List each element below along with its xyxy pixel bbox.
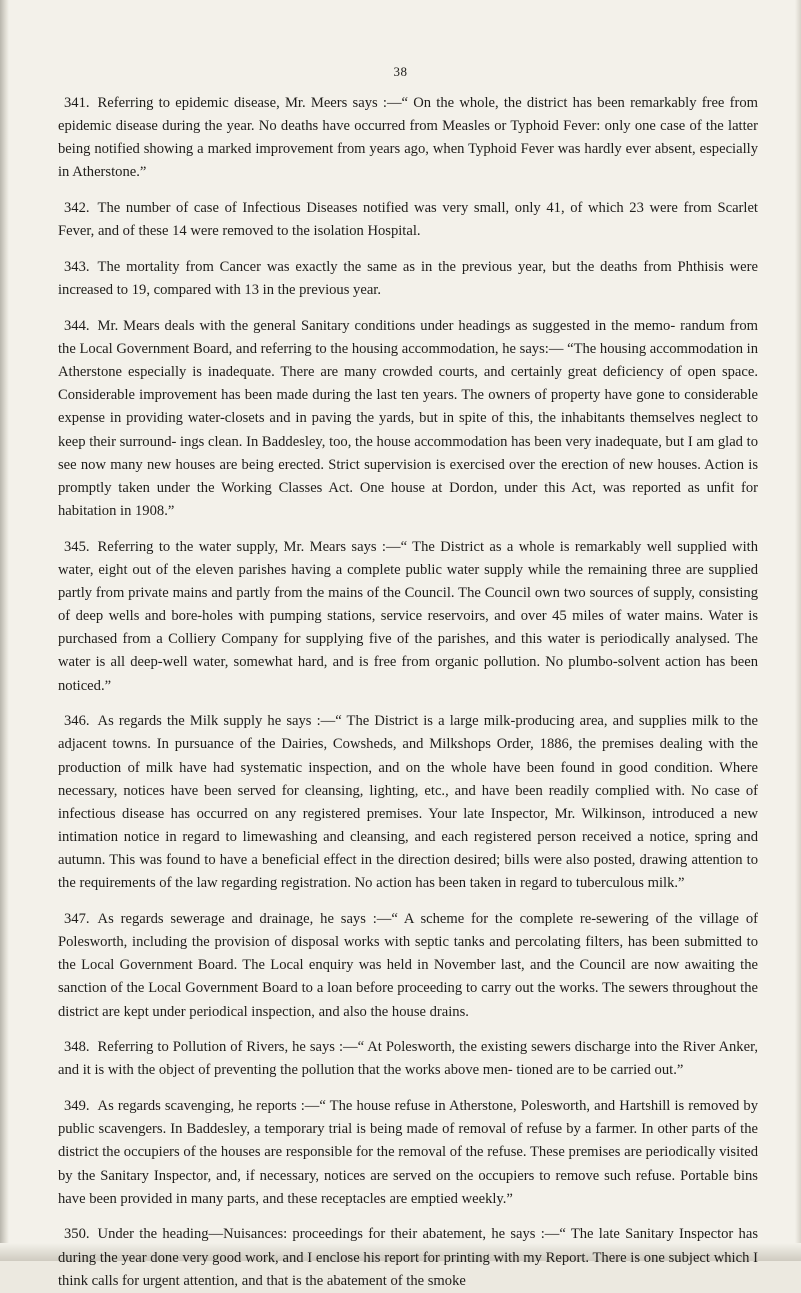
page-number: 38: [393, 64, 408, 79]
paragraph-number: 349.: [64, 1098, 90, 1115]
paragraph-number: 344.: [64, 317, 90, 334]
paragraph-350: [58, 1223, 758, 1292]
paragraph-text: As regards scavenging, he reports :—“ The house refuse in Atherstone, Polesworth, and Hartshill is removed by public scavengers. In Baddesley, a temporary trial is being made of removal of refuse by a farmer. In other parts of the district the occupiers of the houses are responsible for the removal of the refuse. These premises are periodically visited by the Sanitary Inspector, and, if necessary, notices are served on the occupiers to remove such refuse. Portable bins have been provided in many parts, and these receptacles are emptied weekly.”: [58, 1098, 758, 1207]
paragraph-349: [58, 1095, 758, 1211]
paragraph-text: Mr. Mears deals with the general Sanitary conditions under headings as suggested in the memo- randum from the Local Government Board, and referring to the housing accommodation, he says:— “The housing accommodation in Atherstone especially is inadequate. There are many crowded courts, and certainly great deficiency of open space. Considerable improvement has been made during the last ten years. The owners of property have gone to considerable expense in providing water-closets and in paving the yards, but in spite of this, the inhabitants themselves neglect to keep their surround- ings clean. In Baddesley, too, the house accommodation has been very inadequate, but I am glad to see now many new houses are being erected. Strict supervision is exercised over the erection of new houses. Action is promptly taken under the Working Classes Act. One house at Dordon, under this Act, was reported as unfit for habitation in 1908.”: [58, 317, 758, 519]
paragraph-342: [58, 197, 758, 243]
paragraph-number: 341.: [64, 95, 90, 111]
paragraph-number: 350.: [64, 1226, 90, 1243]
paragraph-347: [58, 908, 758, 1024]
paragraph-346: [58, 710, 758, 895]
page-edge-shadow-right: [795, 0, 801, 1261]
paragraph-348: [58, 1036, 758, 1082]
paragraph-text: Referring to the water supply, Mr. Mears says :—“ The District as a whole is remarkably well supplied with water, eight out of the eleven parishes having a complete public water supply while the remaining three are supplied partly from private mains and partly from the mains of the Council. The Council own two sources of supply, consisting of deep wells and bore-holes with pumping stations, service reservoirs, and over 45 miles of water mains. Water is purchased from a Colliery Company for supplying five of the parishes, and this water is periodically analysed. The water is all deep-well water, somewhat hard, and is free from organic pollution. No plumbo-solvent action has been noticed.”: [58, 538, 758, 694]
paragraph-text: The mortality from Cancer was exactly the same as in the previous year, but the deaths from Phthisis were increased to 19, compared with 13 in the previous year.: [58, 258, 758, 299]
paragraph-number: 345.: [64, 538, 90, 555]
paragraph-number: 347.: [64, 911, 90, 927]
paragraph-text: Referring to epidemic disease, Mr. Meers says :—“ On the whole, the district has been remarkably free from epidemic disease during the year. No deaths have occurred from Measles or Typhoid Fever: only one case of the latter being notified showing a marked improvement from years ago, when Typhoid Fever was hardly ever absent, especially in Atherstone.”: [58, 95, 758, 181]
paragraph-number: 343.: [64, 258, 90, 275]
paragraph-344: [58, 315, 758, 523]
paragraph-text: As regards the Milk supply he says :—“ The District is a large milk-producing area, and supplies milk to the adjacent towns. In pursuance of the Dairies, Cowsheds, and Milkshops Order, 1886, the premises dealing with the production of milk have had systematic inspection, and on the whole have been found in good condition. Where necessary, notices have been served for cleansing, lighting, etc., and have been readily complied with. No case of infectious disease has occurred on any registered premises. Your late Inspector, Mr. Wilkinson, introduced a new intimation notice in regard to limewashing and cleansing, and each registered person received a notice, spring and autumn. This was found to have a beneficial effect in the direction desired; bills were also posted, drawing attention to the requirements of the law regarding registration. No action has been taken in regard to tuberculous milk.”: [58, 713, 758, 892]
page-edge-shadow-left: [0, 0, 9, 1261]
paragraph-343: [58, 256, 758, 302]
paragraph-text: Referring to Pollution of Rivers, he says :—“ At Polesworth, the existing sewers discharge into the River Anker, and it is with the object of preventing the pollution that the works above men- tioned are to be carried out.”: [58, 1039, 758, 1079]
paragraph-text: Under the heading—Nuisances: proceedings for their abatement, he says :—“ The late Sanitary Inspector has during the year done very good work, and I enclose his report for printing with my Report. There is one subject which I think calls for urgent attention, and that is the abatement of the smoke: [58, 1226, 758, 1289]
paragraph-number: 346.: [64, 713, 90, 730]
paragraph-text: As regards sewerage and drainage, he says :—“ A scheme for the complete re-sewering of the village of Polesworth, including the provision of disposal works with septic tanks and percolating filters, has been submitted to the Local Government Board. The Local enquiry was held in November last, and the Council are now awaiting the sanction of the Local Government Board to a loan before proceeding to carry out the works. The sewers throughout the district are kept under periodical inspection, and also the house drains.: [58, 911, 758, 1020]
paragraph-number: 342.: [64, 200, 90, 217]
report-body: [58, 92, 758, 1293]
paragraph-345: [58, 536, 758, 698]
paragraph-text: The number of case of Infectious Diseases notified was very small, only 41, of which 23 were from Scarlet Fever, and of these 14 were removed to the isolation Hospital.: [58, 200, 758, 240]
paragraph-341: [58, 92, 758, 185]
paragraph-number: 348.: [64, 1039, 90, 1056]
